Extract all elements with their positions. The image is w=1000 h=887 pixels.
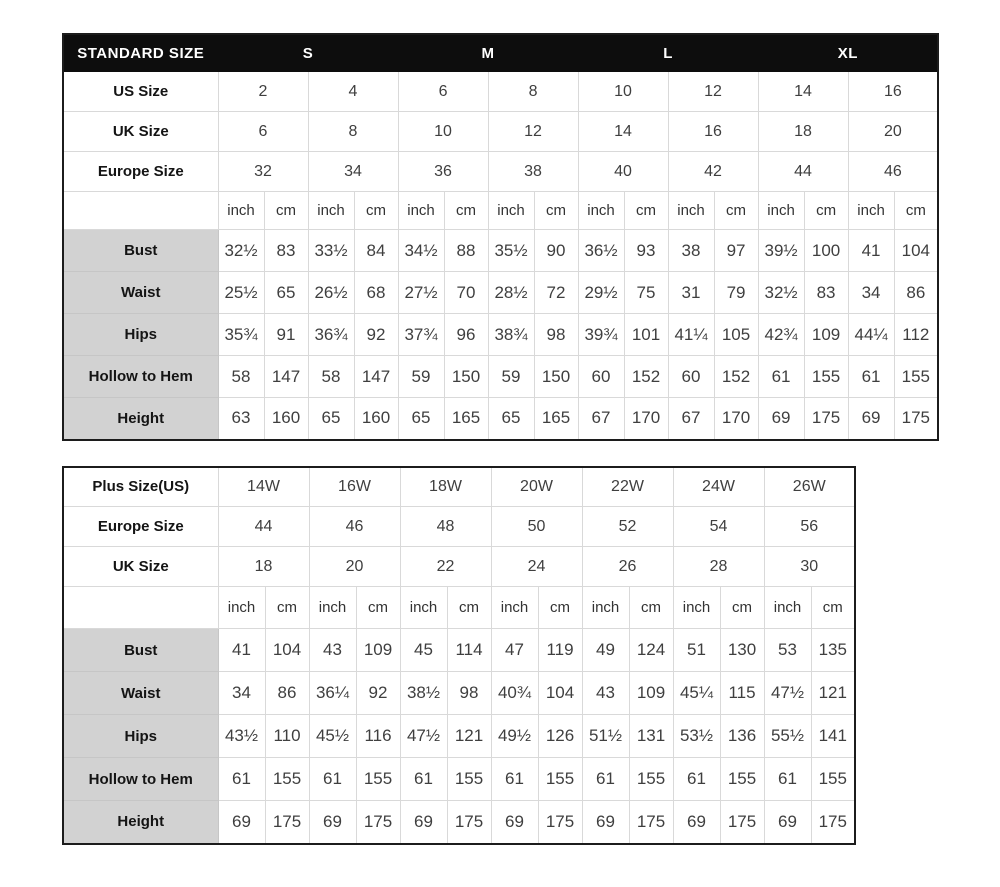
size-value-cell: 56: [764, 507, 855, 547]
measure-value-cell: 61: [582, 758, 629, 801]
measure-value-cell: 61: [400, 758, 447, 801]
measure-value-cell: 61: [848, 356, 894, 398]
measure-value-cell: 91: [264, 314, 308, 356]
measure-value-cell: 175: [538, 801, 582, 844]
measure-value-cell: 65: [264, 272, 308, 314]
size-group-cell: XL: [758, 34, 938, 72]
measure-value-cell: 47½: [764, 672, 811, 715]
measure-label-cell: Bust: [63, 230, 218, 272]
measure-value-cell: 69: [218, 801, 265, 844]
measure-value-cell: 43: [582, 672, 629, 715]
size-value-cell: 18: [758, 112, 848, 152]
measure-value-cell: 109: [356, 629, 400, 672]
measurement-row: [63, 715, 855, 758]
cm-unit-cell: cm: [720, 587, 764, 629]
inch-unit-cell: inch: [668, 192, 714, 230]
measure-value-cell: 152: [714, 356, 758, 398]
measure-value-cell: 155: [629, 758, 673, 801]
measure-value-cell: 160: [264, 398, 308, 440]
measure-value-cell: 84: [354, 230, 398, 272]
size-group-header-row: [63, 34, 938, 72]
measure-value-cell: 114: [447, 629, 491, 672]
size-value-cell: 46: [309, 507, 400, 547]
measure-value-cell: 155: [720, 758, 764, 801]
size-group-cell: S: [218, 34, 398, 72]
measure-value-cell: 86: [265, 672, 309, 715]
measure-value-cell: 61: [758, 356, 804, 398]
measure-value-cell: 155: [447, 758, 491, 801]
measure-value-cell: 83: [264, 230, 308, 272]
size-value-cell: 28: [673, 547, 764, 587]
measure-value-cell: 39¾: [578, 314, 624, 356]
measure-value-cell: 32½: [758, 272, 804, 314]
measure-value-cell: 86: [894, 272, 938, 314]
measure-value-cell: 58: [308, 356, 354, 398]
measure-value-cell: 61: [309, 758, 356, 801]
measure-value-cell: 61: [764, 758, 811, 801]
measure-value-cell: 32½: [218, 230, 264, 272]
size-group-cell: M: [398, 34, 578, 72]
measure-label-cell: Height: [63, 398, 218, 440]
size-value-cell: 14: [758, 72, 848, 112]
measure-value-cell: 37¾: [398, 314, 444, 356]
size-value-cell: 26: [582, 547, 673, 587]
size-value-cell: 34: [308, 152, 398, 192]
size-conversion-row: [63, 152, 938, 192]
measure-value-cell: 36¼: [309, 672, 356, 715]
size-value-cell: 44: [218, 507, 309, 547]
measure-value-cell: 72: [534, 272, 578, 314]
cm-unit-cell: cm: [894, 192, 938, 230]
measure-value-cell: 101: [624, 314, 668, 356]
size-value-cell: 38: [488, 152, 578, 192]
inch-unit-cell: inch: [491, 587, 538, 629]
measurement-row: [63, 672, 855, 715]
measure-value-cell: 36½: [578, 230, 624, 272]
size-value-cell: 8: [488, 72, 578, 112]
measure-value-cell: 49½: [491, 715, 538, 758]
measurement-row: [63, 758, 855, 801]
measure-value-cell: 33½: [308, 230, 354, 272]
inch-unit-cell: inch: [308, 192, 354, 230]
measurement-row: [63, 356, 938, 398]
size-value-cell: 8: [308, 112, 398, 152]
measure-value-cell: 96: [444, 314, 488, 356]
measure-value-cell: 83: [804, 272, 848, 314]
standard-size-table: [62, 33, 939, 441]
size-value-cell: 52: [582, 507, 673, 547]
measure-value-cell: 69: [848, 398, 894, 440]
measure-value-cell: 109: [804, 314, 848, 356]
size-value-cell: 40: [578, 152, 668, 192]
measure-value-cell: 147: [354, 356, 398, 398]
size-value-cell: 44: [758, 152, 848, 192]
measure-value-cell: 31: [668, 272, 714, 314]
measure-value-cell: 60: [668, 356, 714, 398]
cm-unit-cell: cm: [804, 192, 848, 230]
cm-unit-cell: cm: [629, 587, 673, 629]
measure-value-cell: 47½: [400, 715, 447, 758]
size-value-cell: 20: [309, 547, 400, 587]
size-value-cell: 20: [848, 112, 938, 152]
measure-value-cell: 121: [811, 672, 855, 715]
size-row-label-cell: UK Size: [63, 547, 218, 587]
size-value-cell: 24W: [673, 467, 764, 507]
size-value-cell: 12: [668, 72, 758, 112]
measure-value-cell: 90: [534, 230, 578, 272]
measure-value-cell: 98: [534, 314, 578, 356]
size-value-cell: 24: [491, 547, 582, 587]
measure-value-cell: 49: [582, 629, 629, 672]
plus-size-table: [62, 466, 856, 845]
size-value-cell: 16: [668, 112, 758, 152]
measure-value-cell: 45½: [309, 715, 356, 758]
measure-value-cell: 160: [354, 398, 398, 440]
measure-value-cell: 152: [624, 356, 668, 398]
size-value-cell: 42: [668, 152, 758, 192]
measure-value-cell: 165: [534, 398, 578, 440]
measure-value-cell: 135: [811, 629, 855, 672]
size-value-cell: 6: [398, 72, 488, 112]
measure-value-cell: 45: [400, 629, 447, 672]
measure-value-cell: 175: [356, 801, 400, 844]
measure-value-cell: 150: [444, 356, 488, 398]
measure-value-cell: 38½: [400, 672, 447, 715]
size-group-cell: L: [578, 34, 758, 72]
measure-value-cell: 36¾: [308, 314, 354, 356]
measure-value-cell: 155: [804, 356, 848, 398]
cm-unit-cell: cm: [811, 587, 855, 629]
size-value-cell: 16: [848, 72, 938, 112]
measure-value-cell: 175: [265, 801, 309, 844]
size-value-cell: 10: [398, 112, 488, 152]
measure-value-cell: 175: [447, 801, 491, 844]
size-value-cell: 36: [398, 152, 488, 192]
measure-value-cell: 44¼: [848, 314, 894, 356]
measure-value-cell: 55½: [764, 715, 811, 758]
measure-value-cell: 131: [629, 715, 673, 758]
measure-value-cell: 29½: [578, 272, 624, 314]
measure-value-cell: 69: [758, 398, 804, 440]
unit-spacer-cell: [63, 192, 218, 230]
measure-value-cell: 175: [804, 398, 848, 440]
size-value-cell: 6: [218, 112, 308, 152]
measure-value-cell: 92: [354, 314, 398, 356]
measure-value-cell: 124: [629, 629, 673, 672]
measure-value-cell: 69: [491, 801, 538, 844]
inch-unit-cell: inch: [848, 192, 894, 230]
measure-label-cell: Hollow to Hem: [63, 356, 218, 398]
measure-value-cell: 98: [447, 672, 491, 715]
measurement-row: [63, 629, 855, 672]
cm-unit-cell: cm: [264, 192, 308, 230]
plus-size-body: [63, 467, 855, 844]
measurement-row: [63, 272, 938, 314]
measure-value-cell: 112: [894, 314, 938, 356]
inch-unit-cell: inch: [218, 192, 264, 230]
measure-value-cell: 61: [673, 758, 720, 801]
measure-value-cell: 34½: [398, 230, 444, 272]
cm-unit-cell: cm: [538, 587, 582, 629]
size-row-label-cell: Plus Size(US): [63, 467, 218, 507]
measure-value-cell: 93: [624, 230, 668, 272]
measure-value-cell: 38: [668, 230, 714, 272]
size-row-label-cell: UK Size: [63, 112, 218, 152]
measure-value-cell: 126: [538, 715, 582, 758]
cm-unit-cell: cm: [624, 192, 668, 230]
size-value-cell: 48: [400, 507, 491, 547]
measure-value-cell: 43: [309, 629, 356, 672]
inch-unit-cell: inch: [673, 587, 720, 629]
measure-value-cell: 47: [491, 629, 538, 672]
measure-value-cell: 100: [804, 230, 848, 272]
measure-value-cell: 59: [398, 356, 444, 398]
size-value-cell: 46: [848, 152, 938, 192]
measure-value-cell: 69: [400, 801, 447, 844]
measure-label-cell: Waist: [63, 272, 218, 314]
measure-value-cell: 51½: [582, 715, 629, 758]
measure-value-cell: 65: [308, 398, 354, 440]
measure-value-cell: 165: [444, 398, 488, 440]
measure-value-cell: 105: [714, 314, 758, 356]
measure-value-cell: 35½: [488, 230, 534, 272]
measure-value-cell: 65: [398, 398, 444, 440]
size-value-cell: 16W: [309, 467, 400, 507]
measurement-row: [63, 801, 855, 844]
measure-value-cell: 25½: [218, 272, 264, 314]
size-conversion-row: [63, 112, 938, 152]
measure-value-cell: 116: [356, 715, 400, 758]
cm-unit-cell: cm: [444, 192, 488, 230]
cm-unit-cell: cm: [356, 587, 400, 629]
size-row-label-cell: US Size: [63, 72, 218, 112]
size-value-cell: 22: [400, 547, 491, 587]
measure-value-cell: 42¾: [758, 314, 804, 356]
measure-label-cell: Hips: [63, 715, 218, 758]
measure-value-cell: 67: [668, 398, 714, 440]
size-value-cell: 18W: [400, 467, 491, 507]
measure-value-cell: 34: [218, 672, 265, 715]
size-conversion-row: [63, 72, 938, 112]
inch-unit-cell: inch: [582, 587, 629, 629]
measure-value-cell: 155: [265, 758, 309, 801]
size-value-cell: 20W: [491, 467, 582, 507]
size-value-cell: 30: [764, 547, 855, 587]
measure-label-cell: Waist: [63, 672, 218, 715]
table-title-cell: STANDARD SIZE: [63, 34, 218, 72]
cm-unit-cell: cm: [714, 192, 758, 230]
measure-value-cell: 69: [309, 801, 356, 844]
size-row-label-cell: Europe Size: [63, 507, 218, 547]
measure-value-cell: 70: [444, 272, 488, 314]
cm-unit-cell: cm: [354, 192, 398, 230]
measure-value-cell: 35¾: [218, 314, 264, 356]
measure-value-cell: 60: [578, 356, 624, 398]
measure-value-cell: 79: [714, 272, 758, 314]
size-conversion-row: [63, 547, 855, 587]
unit-header-row: [63, 587, 855, 629]
measure-value-cell: 34: [848, 272, 894, 314]
size-value-cell: 2: [218, 72, 308, 112]
measure-value-cell: 61: [491, 758, 538, 801]
measure-value-cell: 155: [538, 758, 582, 801]
measure-label-cell: Height: [63, 801, 218, 844]
inch-unit-cell: inch: [488, 192, 534, 230]
measure-value-cell: 69: [582, 801, 629, 844]
measure-value-cell: 68: [354, 272, 398, 314]
measure-value-cell: 41¼: [668, 314, 714, 356]
measure-value-cell: 121: [447, 715, 491, 758]
measure-value-cell: 58: [218, 356, 264, 398]
cm-unit-cell: cm: [447, 587, 491, 629]
unit-header-row: [63, 192, 938, 230]
measure-value-cell: 38¾: [488, 314, 534, 356]
inch-unit-cell: inch: [758, 192, 804, 230]
measure-value-cell: 175: [629, 801, 673, 844]
measure-value-cell: 40¾: [491, 672, 538, 715]
measure-value-cell: 53½: [673, 715, 720, 758]
measure-value-cell: 51: [673, 629, 720, 672]
measure-value-cell: 59: [488, 356, 534, 398]
size-value-cell: 26W: [764, 467, 855, 507]
measure-value-cell: 175: [894, 398, 938, 440]
size-value-cell: 14W: [218, 467, 309, 507]
standard-size-body: [63, 72, 938, 440]
size-conversion-row: [63, 507, 855, 547]
measure-label-cell: Bust: [63, 629, 218, 672]
measure-value-cell: 155: [811, 758, 855, 801]
measure-value-cell: 27½: [398, 272, 444, 314]
measure-value-cell: 92: [356, 672, 400, 715]
measure-value-cell: 104: [265, 629, 309, 672]
inch-unit-cell: inch: [400, 587, 447, 629]
measure-value-cell: 45¼: [673, 672, 720, 715]
measure-value-cell: 175: [720, 801, 764, 844]
inch-unit-cell: inch: [398, 192, 444, 230]
measure-value-cell: 65: [488, 398, 534, 440]
measure-value-cell: 155: [894, 356, 938, 398]
measure-value-cell: 61: [218, 758, 265, 801]
measure-value-cell: 26½: [308, 272, 354, 314]
measure-value-cell: 63: [218, 398, 264, 440]
measure-value-cell: 170: [624, 398, 668, 440]
measure-value-cell: 41: [848, 230, 894, 272]
measure-value-cell: 141: [811, 715, 855, 758]
size-value-cell: 18: [218, 547, 309, 587]
size-value-cell: 22W: [582, 467, 673, 507]
measure-value-cell: 115: [720, 672, 764, 715]
measure-value-cell: 170: [714, 398, 758, 440]
standard-size-header: [63, 34, 938, 72]
measurement-row: [63, 230, 938, 272]
cm-unit-cell: cm: [265, 587, 309, 629]
measure-value-cell: 69: [673, 801, 720, 844]
size-conversion-row: [63, 467, 855, 507]
size-row-label-cell: Europe Size: [63, 152, 218, 192]
inch-unit-cell: inch: [218, 587, 265, 629]
cm-unit-cell: cm: [534, 192, 578, 230]
measure-value-cell: 67: [578, 398, 624, 440]
measure-value-cell: 69: [764, 801, 811, 844]
measure-value-cell: 130: [720, 629, 764, 672]
measure-value-cell: 43½: [218, 715, 265, 758]
size-value-cell: 32: [218, 152, 308, 192]
size-value-cell: 10: [578, 72, 668, 112]
measure-value-cell: 136: [720, 715, 764, 758]
measure-value-cell: 39½: [758, 230, 804, 272]
unit-spacer-cell: [63, 587, 218, 629]
measure-value-cell: 97: [714, 230, 758, 272]
size-value-cell: 4: [308, 72, 398, 112]
measure-value-cell: 104: [538, 672, 582, 715]
measure-value-cell: 150: [534, 356, 578, 398]
measure-value-cell: 155: [356, 758, 400, 801]
measure-value-cell: 28½: [488, 272, 534, 314]
measure-value-cell: 147: [264, 356, 308, 398]
size-value-cell: 14: [578, 112, 668, 152]
inch-unit-cell: inch: [764, 587, 811, 629]
measure-label-cell: Hips: [63, 314, 218, 356]
size-value-cell: 12: [488, 112, 578, 152]
inch-unit-cell: inch: [309, 587, 356, 629]
measure-value-cell: 53: [764, 629, 811, 672]
measure-value-cell: 109: [629, 672, 673, 715]
measure-value-cell: 88: [444, 230, 488, 272]
measurement-row: [63, 314, 938, 356]
measure-value-cell: 110: [265, 715, 309, 758]
measure-value-cell: 119: [538, 629, 582, 672]
measurement-row: [63, 398, 938, 440]
measure-value-cell: 75: [624, 272, 668, 314]
inch-unit-cell: inch: [578, 192, 624, 230]
measure-value-cell: 41: [218, 629, 265, 672]
size-value-cell: 50: [491, 507, 582, 547]
measure-label-cell: Hollow to Hem: [63, 758, 218, 801]
size-value-cell: 54: [673, 507, 764, 547]
measure-value-cell: 104: [894, 230, 938, 272]
measure-value-cell: 175: [811, 801, 855, 844]
